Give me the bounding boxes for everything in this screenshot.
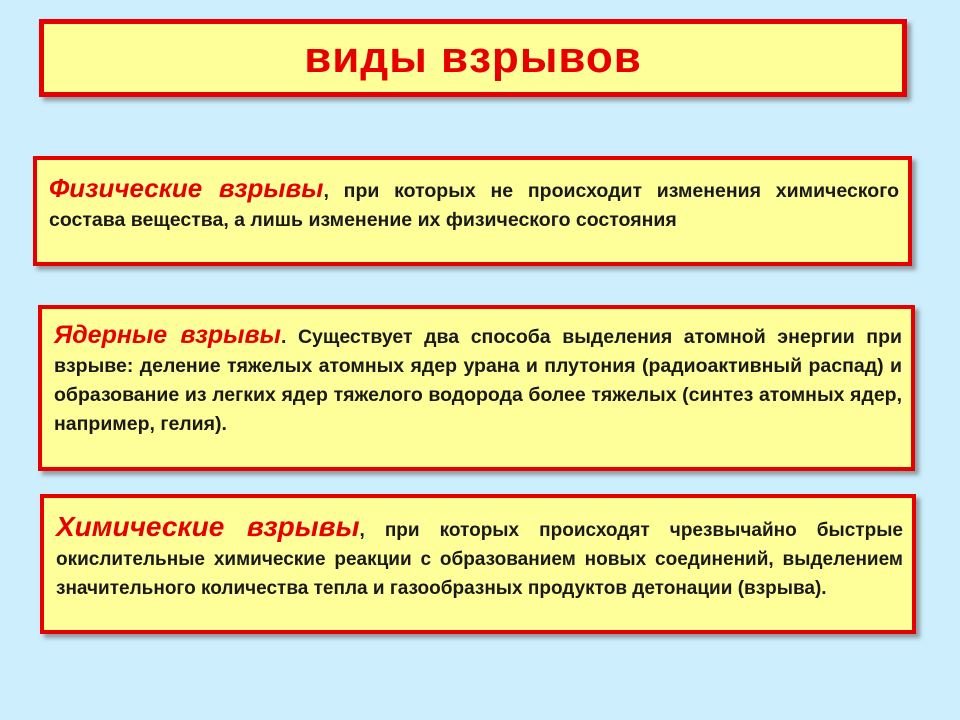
slide-title: виды взрывов	[304, 33, 642, 82]
chemical-explosions-text: , при которых происходят чрезвычайно быстрые окислительные химические реакции с образованием новых соединений, выделением значительного количества тепла и газообразных продуктов детонации (взрыва).	[56, 520, 903, 599]
chemical-explosions-card	[40, 494, 916, 634]
physical-explosions-text: , при которых не происходит изменения химического состава вещества, а лишь изменение их физического состояния	[49, 180, 899, 231]
title-box	[39, 19, 907, 97]
chemical-explosions-heading: Химические взрывы	[56, 511, 360, 542]
nuclear-explosions-card	[38, 305, 915, 471]
nuclear-explosions-heading: Ядерные взрывы	[54, 321, 281, 349]
nuclear-explosions-text: . Существует два способа выделения атомной энергии при взрыве: деление тяжелых атомных ядер урана и плутония (радиоактивный распад) и образование из легких ядер тяжелого водорода более тяжелых (синтез атомных ядер, например, гелия).	[54, 326, 902, 435]
physical-explosions-heading: Физические взрывы	[49, 173, 324, 203]
physical-explosions-card	[33, 156, 912, 266]
